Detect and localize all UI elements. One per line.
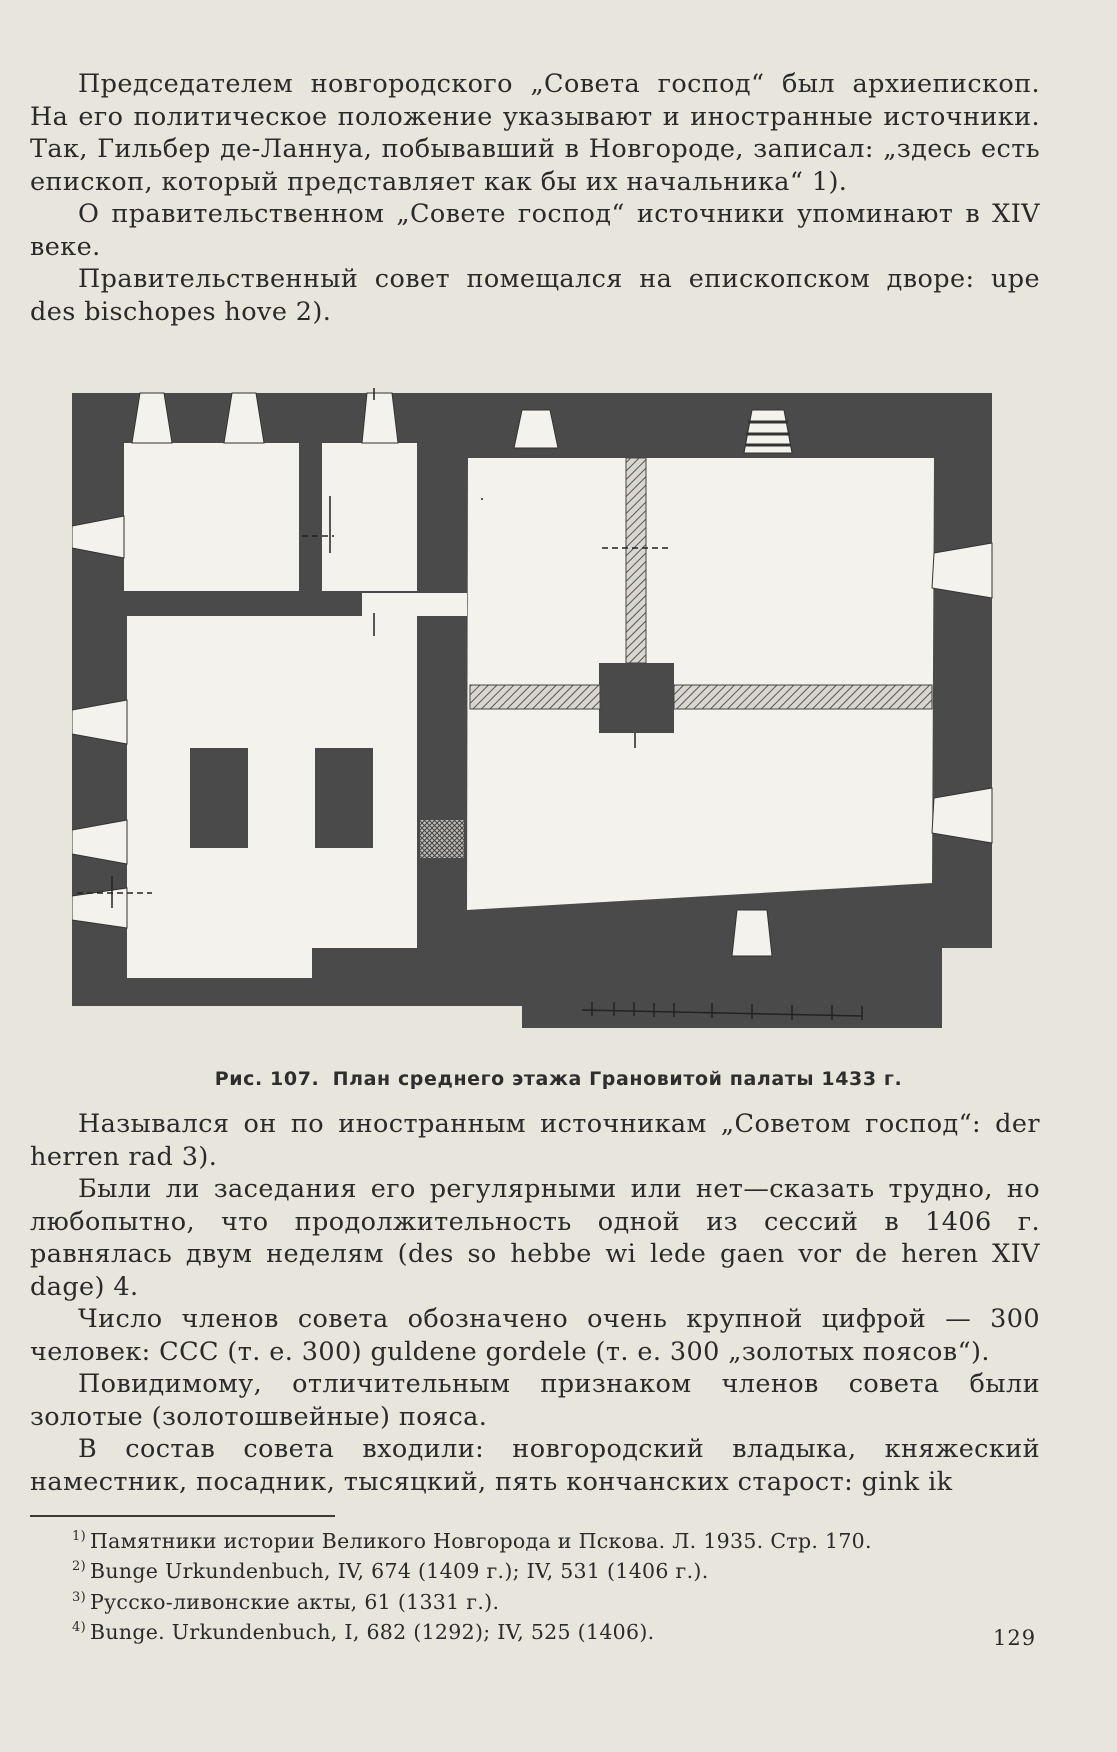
paragraph: Назывался он по иностранным источникам „Советом господ“: der herren rad 3). [30,1109,1040,1172]
page-number: 129 [993,1626,1037,1650]
room-top-left [124,443,299,591]
hall-right [467,458,934,910]
pillar-right [315,748,373,848]
footnote-mark: 2) [72,1559,86,1575]
body-text-bottom [30,1108,1040,1498]
footnote-item [72,1554,1032,1584]
pillar-left [190,748,248,848]
partition-vertical [626,458,646,663]
floor-plan-drawing [72,388,1000,1038]
paragraph: Были ли заседания его регулярными или нет—сказать трудно, но любопытно, что продолжительность одной из сессий в 1406 г. равнялась двум неделям (des so hebbe wi lede gaen vor de heren XIV dage) 4. [30,1174,1040,1302]
figure-number: Рис. 107. [214,1068,320,1090]
figure-caption [0,1068,1117,1090]
footnote-text: Памятники истории Великого Новгорода и Пскова. Л. 1935. Стр. 170. [89,1528,872,1553]
doorway-crosshatch [420,820,464,858]
door-bottom [732,910,772,956]
paragraph: Председателем новгородского „Совета господ“ был архиепископ. На его политическое положение указывают и иностранные источники. Так, Гильбер де-Ланнуа, побывавший в Новгороде, записал: „здесь есть епископ, который представляет как бы их начальника“ 1). [30,69,1040,197]
floor-plan-figure [72,388,1000,1038]
paragraph: О правительственном „Совете господ“ источники упоминают в XIV веке. [30,199,1040,262]
footnote-item [72,1524,1032,1554]
room-top-middle [322,443,417,591]
paragraph: Число членов совета обозначено очень крупной цифрой — 300 человек: CCC (т. е. 300) guldene gordele (т. е. 300 „золотых поясов“). [30,1304,1040,1367]
footnote-mark: 1) [72,1529,86,1544]
footnote-mark: 3) [72,1589,86,1605]
central-pillar [599,663,674,733]
doorway-left-gap [362,593,467,616]
footnotes [72,1524,1032,1645]
footnote-item [72,1585,1032,1615]
room-bottom-left [127,616,417,978]
partition-horizontal-right [674,685,932,709]
window-top-3 [362,393,398,443]
footnote-divider [30,1515,335,1517]
window-top-5 [744,410,792,453]
window-top-4 [514,410,558,448]
figure-caption-text: План среднего этажа Грановитой палаты 1433 г. [332,1068,903,1090]
footnote-item [72,1615,1032,1645]
footnote-text: Русско-ливонские акты, 61 (1331 г.). [89,1589,500,1614]
footnote-text: Bunge. Urkundenbuch, I, 682 (1292); IV, 525 (1406). [89,1619,655,1644]
paragraph: В состав совета входили: новгородский владыка, княжеский наместник, посадник, тысяцкий, пять кончанских старост: gink ik [30,1434,1040,1497]
paragraph: Правительственный совет помещался на епископском дворе: upe des bischopes hove 2). [30,264,1040,327]
footnote-mark: 4) [72,1619,86,1635]
footnote-text: Bunge Urkundenbuch, IV, 674 (1409 г.); IV, 531 (1406 г.). [89,1559,709,1584]
partition-horizontal-left [470,685,600,709]
body-text-top [30,68,1040,328]
paragraph: Повидимому, отличительным признаком членов совета были золотые (золотошвейные) пояса. [30,1369,1040,1432]
